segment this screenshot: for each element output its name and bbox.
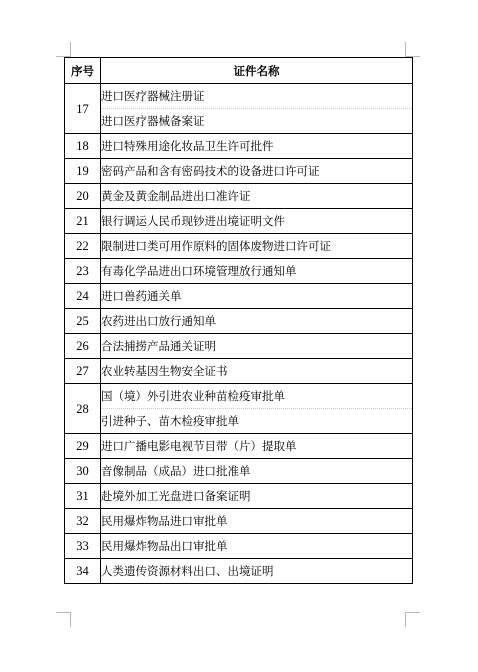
table-row (65, 84, 413, 134)
table-row (65, 184, 413, 209)
table-row (65, 309, 413, 334)
table-row (65, 259, 413, 284)
row-certificate-name (101, 509, 413, 534)
certificate-name-text: 有毒化学品进出口环境管理放行通知单 (101, 264, 297, 278)
table-row (65, 459, 413, 484)
crop-mark-bottom-right (405, 612, 420, 627)
row-certificate-name (101, 234, 413, 259)
certificate-name-text: 音像制品（成品）进口批准单 (101, 464, 251, 478)
row-certificate-name (101, 84, 413, 134)
table-row (65, 534, 413, 559)
crop-mark-bottom-left (56, 612, 71, 627)
row-number: 25 (65, 309, 101, 334)
row-number: 20 (65, 184, 101, 209)
row-certificate-name (101, 559, 413, 584)
certificate-name-text: 国（境）外引进农业种苗检疫审批单 (101, 389, 285, 403)
certificate-name-text: 进口兽药通关单 (101, 289, 182, 303)
row-number: 32 (65, 509, 101, 534)
table-row (65, 159, 413, 184)
certificate-name-text: 限制进口类可用作原料的固体废物进口许可证 (101, 239, 331, 253)
row-number: 34 (65, 559, 101, 584)
certificate-name-text: 密码产品和含有密码技术的设备进口许可证 (101, 164, 320, 178)
table-row (65, 359, 413, 384)
row-certificate-name (101, 209, 413, 234)
row-number: 29 (65, 434, 101, 459)
certificate-name-text: 民用爆炸物品进口审批单 (101, 514, 228, 528)
table-body (65, 84, 413, 584)
row-number: 31 (65, 484, 101, 509)
row-number: 26 (65, 334, 101, 359)
table-row (65, 334, 413, 359)
row-certificate-name (101, 259, 413, 284)
row-number: 21 (65, 209, 101, 234)
crop-mark-top-left (56, 42, 71, 57)
crop-mark-top-right (405, 42, 420, 57)
table-row (65, 234, 413, 259)
row-certificate-name (101, 284, 413, 309)
certificate-name-text: 银行调运人民币现钞进出境证明文件 (101, 214, 285, 228)
table-row (65, 434, 413, 459)
certificate-name-text: 进口广播电影电视节目带（片）提取单 (101, 439, 297, 453)
row-number: 27 (65, 359, 101, 384)
certificate-name-text: 进口医疗器械注册证 (101, 89, 205, 103)
row-number: 28 (65, 384, 101, 434)
certificate-name-text: 赴境外加工光盘进口备案证明 (101, 489, 251, 503)
table-header-row (65, 58, 413, 84)
row-certificate-name (101, 484, 413, 509)
table-row (65, 384, 413, 434)
row-number: 23 (65, 259, 101, 284)
row-number: 18 (65, 134, 101, 159)
certificate-name-text: 人类遗传资源材料出口、出境证明 (101, 564, 274, 578)
table-row (65, 284, 413, 309)
certificate-name-text: 进口医疗器械备案证 (101, 108, 412, 133)
row-number: 22 (65, 234, 101, 259)
certificate-table (64, 57, 413, 584)
row-certificate-name (101, 534, 413, 559)
row-certificate-name (101, 309, 413, 334)
table-row (65, 509, 413, 534)
row-certificate-name (101, 384, 413, 434)
row-certificate-name (101, 134, 413, 159)
table-row (65, 134, 413, 159)
table-row (65, 209, 413, 234)
certificate-name-text: 进口特殊用途化妆品卫生许可批件 (101, 139, 274, 153)
certificate-name-text: 农药进出口放行通知单 (101, 314, 216, 328)
row-number: 17 (65, 84, 101, 134)
row-number: 30 (65, 459, 101, 484)
row-certificate-name (101, 359, 413, 384)
certificate-name-text: 合法捕捞产品通关证明 (101, 339, 216, 353)
row-certificate-name (101, 434, 413, 459)
table-row (65, 484, 413, 509)
header-number: 序号 (65, 58, 101, 84)
certificate-name-text: 黄金及黄金制品进出口准许证 (101, 189, 251, 203)
certificate-name-text: 农业转基因生物安全证书 (101, 364, 228, 378)
row-number: 24 (65, 284, 101, 309)
header-name: 证件名称 (101, 58, 413, 84)
row-certificate-name (101, 459, 413, 484)
row-certificate-name (101, 184, 413, 209)
certificate-name-text: 引进种子、苗木检疫审批单 (101, 408, 412, 433)
row-certificate-name (101, 159, 413, 184)
table-row (65, 559, 413, 584)
row-certificate-name (101, 334, 413, 359)
row-number: 19 (65, 159, 101, 184)
row-number: 33 (65, 534, 101, 559)
certificate-name-text: 民用爆炸物品出口审批单 (101, 539, 228, 553)
